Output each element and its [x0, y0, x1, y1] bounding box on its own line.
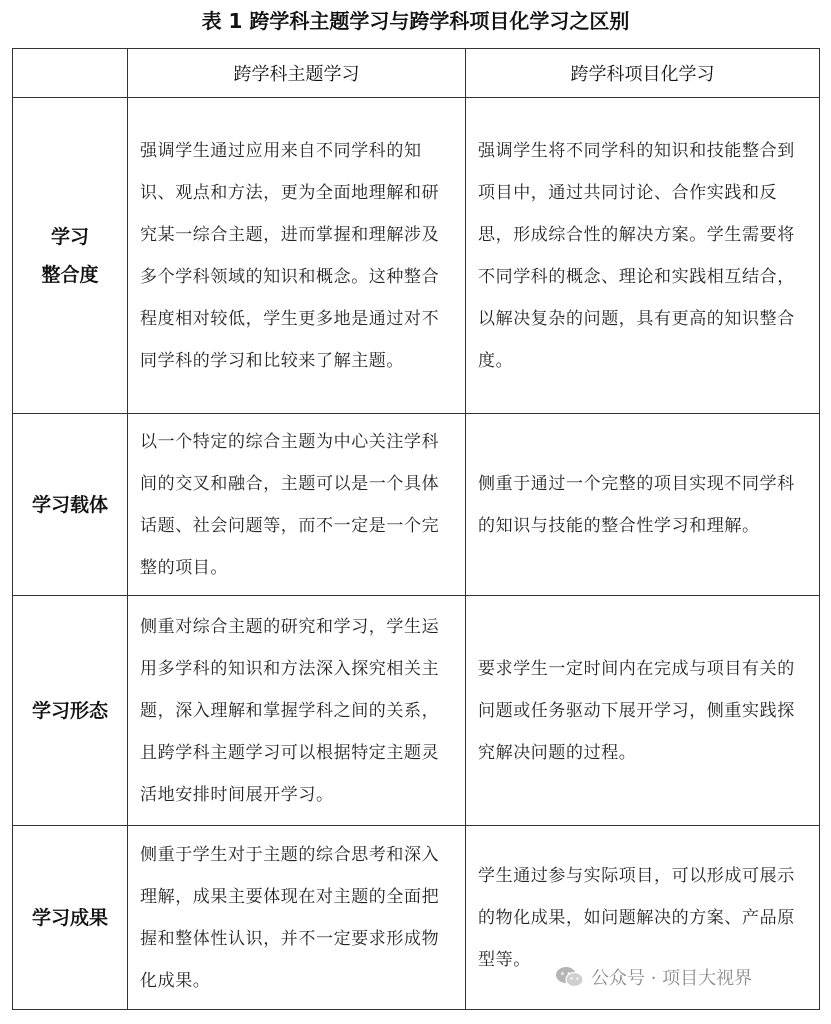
row-label-line: 整合度 — [41, 263, 99, 286]
watermark — [555, 962, 752, 992]
table-row — [13, 98, 820, 414]
row-label: 学习成果 — [13, 826, 128, 1010]
project-cell: 要求学生一定时间内在完成与项目有关的问题或任务驱动下展开学习，侧重实践探究解决问题的过程。 — [466, 596, 820, 826]
theme-cell: 侧重于学生对于主题的综合思考和深入理解，成果主要体现在对主题的全面把握和整体性认识，并不一定要求形成物化成果。 — [128, 826, 466, 1010]
row-label — [13, 98, 128, 414]
table-title: 表 1 跨学科主题学习与跨学科项目化学习之区别 — [201, 9, 630, 33]
theme-cell: 以一个特定的综合主题为中心关注学科间的交叉和融合，主题可以是一个具体话题、社会问题等，而不一定是一个完整的项目。 — [128, 414, 466, 596]
theme-cell: 强调学生通过应用来自不同学科的知识、观点和方法，更为全面地理解和研究某一综合主题，进而掌握和理解涉及多个学科领域的知识和概念。这种整合程度相对较低，学生更多地是通过对不同学科的学习和比较来了解主题。 — [128, 98, 466, 414]
row-label: 学习载体 — [13, 414, 128, 596]
header-project-learning: 跨学科项目化学习 — [466, 49, 820, 98]
header-theme-learning: 跨学科主题学习 — [128, 49, 466, 98]
watermark-text: 公众号 · 项目大视界 — [591, 968, 753, 989]
header-corner — [13, 49, 128, 98]
table-header-row — [13, 49, 820, 98]
project-cell: 学生通过参与实际项目，可以形成可展示的物化成果，如问题解决的方案、产品原型等。 — [466, 826, 820, 1010]
theme-cell: 侧重对综合主题的研究和学习，学生运用多学科的知识和方法深入探究相关主题，深入理解和掌握学科之间的关系，且跨学科主题学习可以根据特定主题灵活地安排时间展开学习。 — [128, 596, 466, 826]
project-cell: 侧重于通过一个完整的项目实现不同学科的知识与技能的整合性学习和理解。 — [466, 414, 820, 596]
comparison-table — [12, 48, 820, 1010]
project-cell: 强调学生将不同学科的知识和技能整合到项目中，通过共同讨论、合作实践和反思，形成综合性的解决方案。学生需要将不同学科的概念、理论和实践相互结合，以解决复杂的问题，具有更高的知识整合度。 — [466, 98, 820, 414]
table-row — [13, 414, 820, 596]
row-label-line: 学习 — [50, 225, 89, 248]
wechat-icon — [555, 965, 585, 989]
row-label: 学习形态 — [13, 596, 128, 826]
table-row — [13, 596, 820, 826]
